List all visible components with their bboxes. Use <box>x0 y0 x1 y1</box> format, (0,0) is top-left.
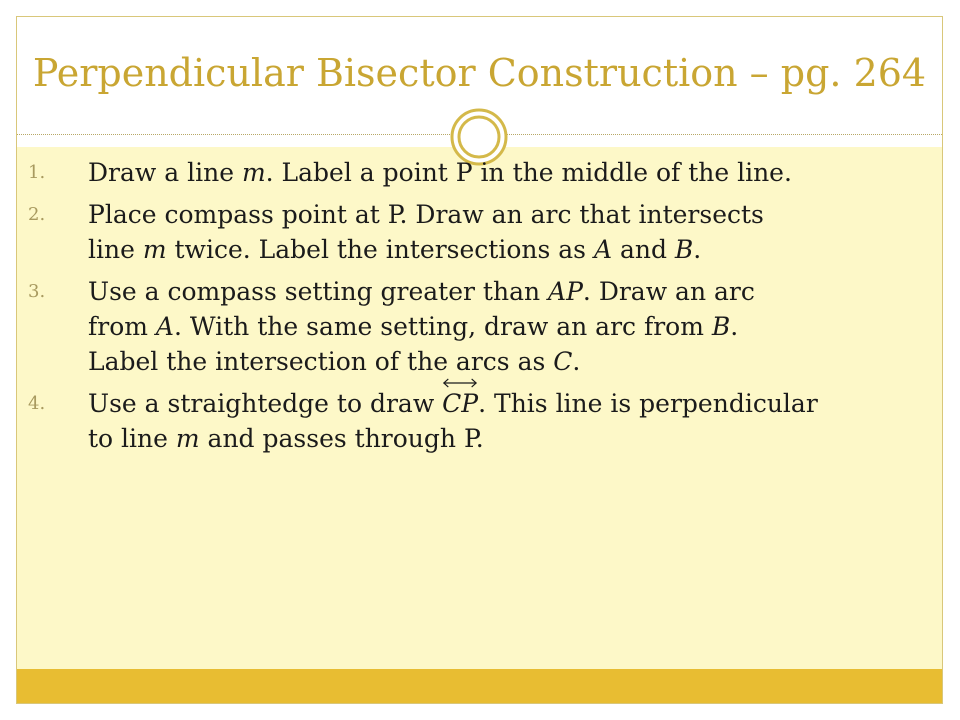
step-number: 1. <box>28 162 46 183</box>
variable-m: m <box>142 235 167 264</box>
variable-cp: CP <box>442 389 479 418</box>
step-line <box>88 232 940 267</box>
variable-a: A <box>155 312 174 341</box>
step-text: line <box>88 235 143 264</box>
step-text: twice. Label the intersections as <box>166 235 594 264</box>
slide-title: Perpendicular Bisector Construction – pg. 264 <box>32 51 927 95</box>
step-number: 2. <box>28 204 46 225</box>
step-text: . <box>693 235 702 264</box>
step-text: Place compass point at P. Draw an arc that intersects <box>88 200 764 229</box>
variable-a: A <box>593 235 613 264</box>
bottom-band <box>17 669 942 703</box>
step-text: Use a straightedge to draw <box>88 389 443 418</box>
variable-b: B <box>674 235 694 264</box>
step-number: 3. <box>28 281 46 302</box>
steps-list <box>28 155 940 463</box>
step-text: and <box>612 235 675 264</box>
step-item <box>28 274 940 379</box>
step-text: Draw a line <box>88 158 242 187</box>
step-line <box>88 155 940 190</box>
step-text: . With the same setting, draw an arc from <box>173 312 712 341</box>
variable-b: B <box>711 312 731 341</box>
step-text: . This line is perpendicular <box>478 389 818 418</box>
step-text: Label the intersection of the arcs as <box>88 347 554 376</box>
double-headed-arrow-icon <box>442 378 478 388</box>
step-text: and passes through P. <box>199 424 484 453</box>
step-text: . <box>572 347 581 376</box>
variable-m: m <box>175 424 200 453</box>
variable-ap: AP <box>548 277 583 306</box>
variable-c: C <box>553 347 573 376</box>
step-text: . Draw an arc <box>582 277 755 306</box>
step-line <box>88 274 940 309</box>
step-text: . Label a point P in the middle of the line. <box>265 158 792 187</box>
step-text: from <box>88 312 156 341</box>
step-line <box>88 309 940 344</box>
step-text: . <box>730 312 739 341</box>
step-number: 4. <box>28 393 46 414</box>
step-item <box>28 386 940 456</box>
step-line <box>88 197 940 232</box>
step-text: Use a compass setting greater than <box>88 277 549 306</box>
step-item <box>28 197 940 267</box>
line-cp-notation <box>442 386 478 421</box>
step-line <box>88 386 940 421</box>
step-text: to line <box>88 424 176 453</box>
step-line <box>88 344 940 379</box>
variable-m: m <box>241 158 266 187</box>
step-item <box>28 155 940 190</box>
step-line <box>88 421 940 456</box>
